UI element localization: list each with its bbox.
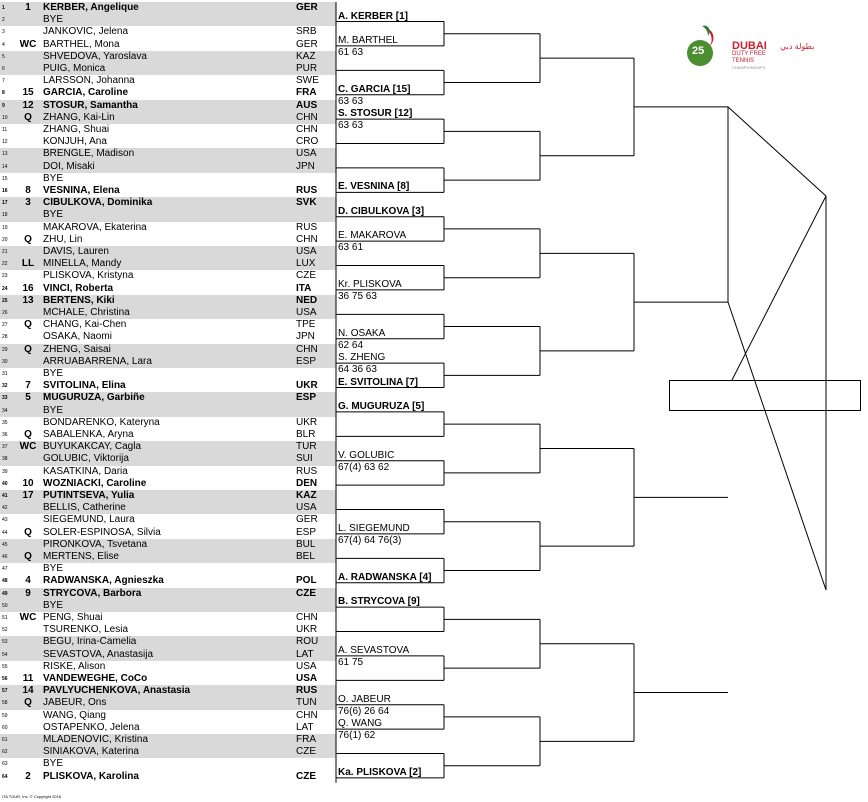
seed-or-entry: WC — [19, 612, 37, 623]
seed-or-entry: 11 — [22, 673, 34, 684]
player-name: PAVLYUCHENKOVA, Anastasia — [43, 685, 191, 697]
player-country: FRA — [296, 87, 317, 99]
player-name: RADWANSKA, Agnieszka — [43, 575, 164, 587]
round2-score: 61 75 — [338, 656, 364, 668]
seed-or-entry: 3 — [25, 197, 31, 209]
draw-position: 19 — [2, 224, 8, 231]
player-name: PLISKOVA, Karolina — [43, 770, 139, 782]
player-country: GER — [296, 2, 318, 13]
player-country: CZE — [296, 270, 316, 282]
player-name: MLADENOVIC, Kristina — [43, 734, 149, 745]
draw-position: 38 — [2, 456, 8, 463]
player-name: BRENGLE, Madison — [43, 148, 135, 160]
player-name: SVITOLINA, Elina — [43, 380, 126, 392]
player-country: USA — [296, 307, 317, 318]
player-country: ROU — [296, 636, 319, 648]
draw-position: 59 — [2, 712, 8, 719]
player-country: GER — [296, 38, 318, 50]
player-name: BYE — [43, 14, 64, 26]
player-country: TPE — [296, 319, 316, 331]
logo-dubai: DUBAI — [732, 40, 767, 52]
player-country: ESP — [296, 355, 317, 367]
seed-or-entry: Q — [24, 111, 32, 123]
round2-score: 63 61 — [338, 242, 364, 254]
draw-position: 61 — [2, 737, 8, 743]
player-country: TUR — [296, 441, 317, 453]
copyright-footer: ITA TOUR, Inc. © Copyright 2016 — [2, 794, 61, 799]
player-country: GER — [296, 514, 318, 526]
draw-position: 44 — [2, 529, 8, 536]
player-name: VANDEWEGHE, CoCo — [43, 673, 148, 684]
seed-or-entry: 2 — [25, 770, 31, 782]
draw-position: 64 — [2, 773, 8, 780]
seed-or-entry: 16 — [22, 282, 34, 294]
player-name: BYE — [43, 172, 64, 184]
draw-position: 43 — [2, 517, 8, 524]
round2-winner: E. SVITOLINA [7] — [338, 376, 419, 388]
player-country: RUS — [296, 221, 318, 233]
player-name: GARCIA, Caroline — [43, 87, 129, 99]
logo-tennis: TENNIS — [732, 58, 755, 64]
round2-winner: E. VESNINA [8] — [338, 181, 410, 193]
player-country: RUS — [296, 185, 318, 196]
round2-winner: S. ZHENG — [338, 352, 386, 364]
player-name: MINELLA, Mandy — [43, 258, 122, 270]
seed-or-entry: LL — [21, 258, 35, 270]
round2-winner: C. GARCIA [15] — [338, 83, 411, 95]
round2-score: 63 63 — [338, 120, 364, 132]
bracket-line — [728, 107, 826, 196]
player-country: NED — [296, 294, 318, 306]
logo-emblem-icon — [684, 20, 864, 80]
round2-winner: G. MUGURUZA [5] — [338, 400, 425, 412]
player-name: BARTHEL, Mona — [43, 38, 120, 50]
player-country: LAT — [296, 721, 314, 733]
draw-position: 35 — [2, 419, 8, 426]
draw-position: 45 — [2, 541, 8, 548]
player-name: SEVASTOVA, Anastasija — [43, 648, 154, 660]
round2-winner: S. STOSUR [12] — [338, 108, 413, 120]
player-country: TUN — [296, 697, 317, 709]
player-country: KAZ — [296, 490, 317, 501]
player-country: SVK — [296, 197, 317, 209]
seed-or-entry: Q — [24, 526, 32, 538]
player-name: CHANG, Kai-Chen — [43, 319, 127, 331]
draw-position: 37 — [2, 444, 8, 451]
player-name: GOLUBIC, Viktorija — [43, 453, 129, 465]
player-country: SWE — [296, 75, 319, 87]
player-name: BYE — [43, 368, 64, 379]
draw-position: 56 — [2, 676, 8, 682]
draw-position: 36 — [2, 432, 8, 438]
draw-position: 9 — [2, 102, 5, 109]
seed-or-entry: Q — [24, 233, 32, 245]
player-name: BELLIS, Catherine — [43, 502, 126, 514]
draw-position: 58 — [2, 700, 8, 707]
draw-position: 28 — [2, 334, 8, 341]
player-country: RUS — [296, 465, 318, 477]
player-name: BYE — [43, 599, 64, 611]
champion-box — [669, 380, 861, 411]
player-name: TSURENKO, Lesia — [43, 624, 129, 636]
player-name: BONDARENKO, Kateryna — [43, 416, 160, 428]
round2-score: 67(4) 63 62 — [338, 461, 390, 473]
player-country: DEN — [296, 477, 318, 489]
logo-championships: CHAMPIONSHIPS — [732, 65, 766, 70]
round2-score: 76(1) 62 — [338, 730, 376, 742]
round2-winner: D. CIBULKOVA [3] — [338, 205, 425, 217]
player-country: ESP — [296, 526, 317, 538]
player-country: BEL — [296, 551, 315, 562]
player-name: MUGURUZA, Garbiñe — [43, 392, 145, 404]
player-name: BYE — [43, 404, 64, 416]
player-country: JPN — [296, 331, 315, 343]
seed-or-entry: 12 — [22, 99, 34, 111]
player-country: USA — [296, 246, 317, 257]
draw-position: 16 — [2, 188, 8, 194]
seed-or-entry: Q — [24, 343, 32, 355]
draw-position: 27 — [2, 322, 8, 329]
player-country: JPN — [296, 160, 315, 172]
draw-position: 47 — [2, 566, 8, 573]
round2-winner: B. STRYCOVA [9] — [338, 596, 420, 608]
draw-position: 20 — [2, 236, 8, 243]
seed-or-entry: WC — [19, 441, 37, 453]
player-country: UKR — [296, 624, 318, 636]
player-name: ZHU, Lin — [43, 233, 83, 245]
player-name: SINIAKOVA, Katerina — [43, 746, 139, 758]
player-name: WANG, Qiang — [43, 709, 106, 721]
draw-position: 24 — [2, 285, 8, 292]
player-name: WOZNIACKI, Caroline — [43, 477, 147, 489]
round2-winner: A. KERBER [1] — [338, 10, 409, 22]
player-name: DOI, Misaki — [43, 160, 95, 172]
draw-position: 1 — [2, 5, 5, 11]
round2-score: 67(4) 64 76(3) — [338, 534, 402, 546]
draw-position: 42 — [2, 505, 8, 512]
round2-score: 36 75 63 — [338, 290, 377, 302]
draw-position: 51 — [2, 615, 8, 621]
player-country: CRO — [296, 136, 319, 148]
draw-position: 62 — [2, 749, 8, 756]
seed-or-entry: 15 — [22, 87, 34, 99]
player-name: ARRUABARRENA, Lara — [43, 355, 152, 367]
seed-or-entry: Q — [24, 319, 32, 331]
draw-position: 26 — [2, 310, 8, 316]
player-name: SOLER-ESPINOSA, Silvia — [43, 526, 161, 538]
seed-or-entry: 14 — [22, 685, 34, 697]
player-country: PUR — [296, 63, 318, 74]
draw-position: 22 — [2, 261, 8, 268]
player-country: USA — [296, 673, 318, 684]
draw-position: 33 — [2, 395, 8, 402]
player-name: OSTAPENKO, Jelena — [43, 721, 140, 733]
player-name: VESNINA, Elena — [43, 185, 120, 196]
draw-position: 52 — [2, 627, 8, 634]
player-name: RISKE, Alison — [43, 660, 106, 672]
draw-position: 29 — [2, 346, 8, 353]
draw-position: 39 — [2, 468, 8, 475]
player-name: JABEUR, Ons — [43, 697, 107, 709]
round2-winner: L. SIEGEMUND — [338, 522, 410, 534]
player-name: KASATKINA, Daria — [43, 465, 128, 477]
round2-winner: Q. WANG — [338, 718, 383, 730]
player-name: MAKAROVA, Ekaterina — [43, 221, 147, 233]
player-country: CZE — [296, 746, 316, 758]
draw-position: 12 — [2, 139, 8, 146]
player-name: BYE — [43, 209, 64, 221]
draw-position: 18 — [2, 212, 8, 219]
player-name: PLISKOVA, Kristyna — [43, 270, 134, 282]
draw-position: 60 — [2, 724, 8, 731]
player-name: STOSUR, Samantha — [43, 99, 138, 111]
player-name: BYE — [43, 758, 64, 770]
seed-or-entry: 13 — [22, 294, 34, 306]
player-country: BLR — [296, 429, 316, 440]
draw-position: 31 — [2, 371, 8, 377]
player-country: BUL — [296, 538, 316, 550]
player-country: SRB — [296, 26, 317, 38]
player-country: CHN — [296, 612, 318, 623]
logo-duty-free: DUTY FREE — [732, 51, 766, 57]
draw-position: 41 — [2, 493, 8, 499]
seed-or-entry: 10 — [22, 477, 34, 489]
player-name: BERTENS, Kiki — [43, 294, 115, 306]
draw-position: 32 — [2, 383, 8, 390]
player-name: BUYUKAKCAY, Cagla — [43, 441, 142, 453]
player-country: KAZ — [296, 50, 316, 62]
draw-position: 49 — [2, 590, 8, 597]
player-name: PUIG, Monica — [43, 63, 106, 74]
player-name: MCHALE, Christina — [43, 307, 130, 318]
player-country: USA — [296, 502, 317, 514]
player-country: CHN — [296, 233, 318, 245]
player-country: CHN — [296, 709, 318, 721]
draw-position: 55 — [2, 663, 8, 670]
draw-position: 17 — [2, 200, 8, 207]
player-name: DAVIS, Lauren — [43, 246, 109, 257]
seed-or-entry: Q — [24, 697, 32, 709]
player-country: LUX — [296, 258, 316, 270]
round2-winner: A. RADWANSKA [4] — [338, 571, 432, 583]
player-name: ZHENG, Saisai — [43, 343, 111, 355]
player-country: CHN — [296, 124, 318, 135]
draw-position: 53 — [2, 639, 8, 646]
seed-or-entry: 17 — [22, 490, 34, 501]
player-country: USA — [296, 660, 317, 672]
draw-position: 3 — [2, 29, 5, 36]
draw-position: 48 — [2, 578, 8, 585]
player-name: PIRONKOVA, Tsvetana — [43, 538, 148, 550]
draw-position: 30 — [2, 358, 8, 365]
seed-or-entry: 8 — [25, 185, 31, 196]
draw-position: 46 — [2, 554, 8, 560]
player-name: BEGU, Irina-Camelia — [43, 636, 137, 648]
draw-position: 11 — [2, 127, 8, 133]
draw-position: 4 — [2, 41, 5, 48]
round2-score: 62 64 — [338, 339, 364, 351]
round2-score: 63 63 — [338, 95, 364, 107]
logo-arabic: بطولة دبي — [780, 42, 815, 51]
player-name: MERTENS, Elise — [43, 551, 119, 562]
draw-position: 34 — [2, 407, 8, 414]
tournament-logo — [684, 20, 864, 80]
draw-position: 40 — [2, 480, 8, 487]
seed-or-entry: 5 — [25, 392, 31, 404]
draw-position: 23 — [2, 273, 8, 280]
seed-or-entry: Q — [24, 429, 32, 440]
player-name: BYE — [43, 563, 64, 575]
seed-or-entry: 7 — [25, 380, 31, 392]
player-name: SHVEDOVA, Yaroslava — [43, 50, 147, 62]
draw-position: 2 — [2, 17, 5, 24]
player-name: ZHANG, Shuai — [43, 124, 110, 135]
player-country: CZE — [296, 770, 316, 782]
round2-winner: E. MAKAROVA — [338, 230, 407, 242]
draw-position: 54 — [2, 651, 8, 658]
player-country: CHN — [296, 111, 318, 123]
seed-or-entry: 1 — [25, 2, 31, 13]
round2-winner: A. SEVASTOVA — [338, 644, 410, 656]
draw-position: 10 — [2, 114, 8, 121]
round2-score: 61 63 — [338, 46, 364, 58]
round2-winner: Kr. PLISKOVA — [338, 278, 402, 290]
round2-winner: O. JABEUR — [338, 693, 391, 705]
draw-position: 7 — [2, 78, 5, 85]
draw-position: 5 — [2, 53, 5, 60]
seed-or-entry: Q — [24, 551, 32, 562]
draw-position: 15 — [2, 175, 8, 182]
round2-winner: V. GOLUBIC — [338, 449, 395, 461]
player-name: ZHANG, Kai-Lin — [43, 111, 115, 123]
player-name: LARSSON, Johanna — [43, 75, 135, 87]
player-name: JANKOVIC, Jelena — [43, 26, 129, 38]
player-country: SUI — [296, 453, 313, 465]
player-name: SIEGEMUND, Laura — [43, 514, 135, 526]
bracket-line — [732, 196, 826, 380]
player-country: AUS — [296, 99, 318, 111]
bracket-line — [728, 302, 826, 590]
player-country: RUS — [296, 685, 318, 697]
round2-score: 76(6) 26 64 — [338, 705, 390, 717]
player-country: CHN — [296, 343, 318, 355]
player-name: PENG, Shuai — [43, 612, 103, 623]
player-country: UKR — [296, 380, 318, 392]
round2-score: 64 36 63 — [338, 364, 377, 376]
player-country: POL — [296, 575, 317, 587]
draw-position: 63 — [2, 761, 8, 768]
player-country: USA — [296, 148, 317, 160]
seed-or-entry: WC — [19, 38, 37, 50]
draw-position: 6 — [2, 66, 5, 72]
player-name: VINCI, Roberta — [43, 282, 114, 294]
draw-position: 14 — [2, 163, 8, 170]
draw-position: 21 — [2, 249, 8, 255]
draw-position: 50 — [2, 602, 8, 609]
player-name: STRYCOVA, Barbora — [43, 587, 142, 599]
player-name: PUTINTSEVA, Yulia — [43, 490, 135, 501]
seed-or-entry: 4 — [25, 575, 31, 587]
round2-winner: M. BARTHEL — [338, 34, 398, 46]
player-country: LAT — [296, 648, 314, 660]
player-name: KERBER, Angelique — [43, 2, 139, 13]
player-name: SABALENKA, Aryna — [43, 429, 134, 440]
draw-position: 8 — [2, 90, 5, 97]
player-country: ITA — [296, 282, 312, 294]
player-country: UKR — [296, 416, 318, 428]
logo-anniversary: 25 — [692, 45, 705, 57]
seed-or-entry: 9 — [25, 587, 31, 599]
player-country: FRA — [296, 734, 316, 745]
round2-winner: N. OSAKA — [338, 327, 386, 339]
player-country: ESP — [296, 392, 317, 404]
draw-position: 25 — [2, 297, 8, 304]
player-name: OSAKA, Naomi — [43, 331, 112, 343]
draw-position: 13 — [2, 151, 8, 158]
player-name: KONJUH, Ana — [43, 136, 107, 148]
round2-winner: Ka. PLISKOVA [2] — [338, 766, 422, 778]
player-name: CIBULKOVA, Dominika — [43, 197, 153, 209]
draw-position: 57 — [2, 688, 8, 695]
player-country: CZE — [296, 587, 316, 599]
